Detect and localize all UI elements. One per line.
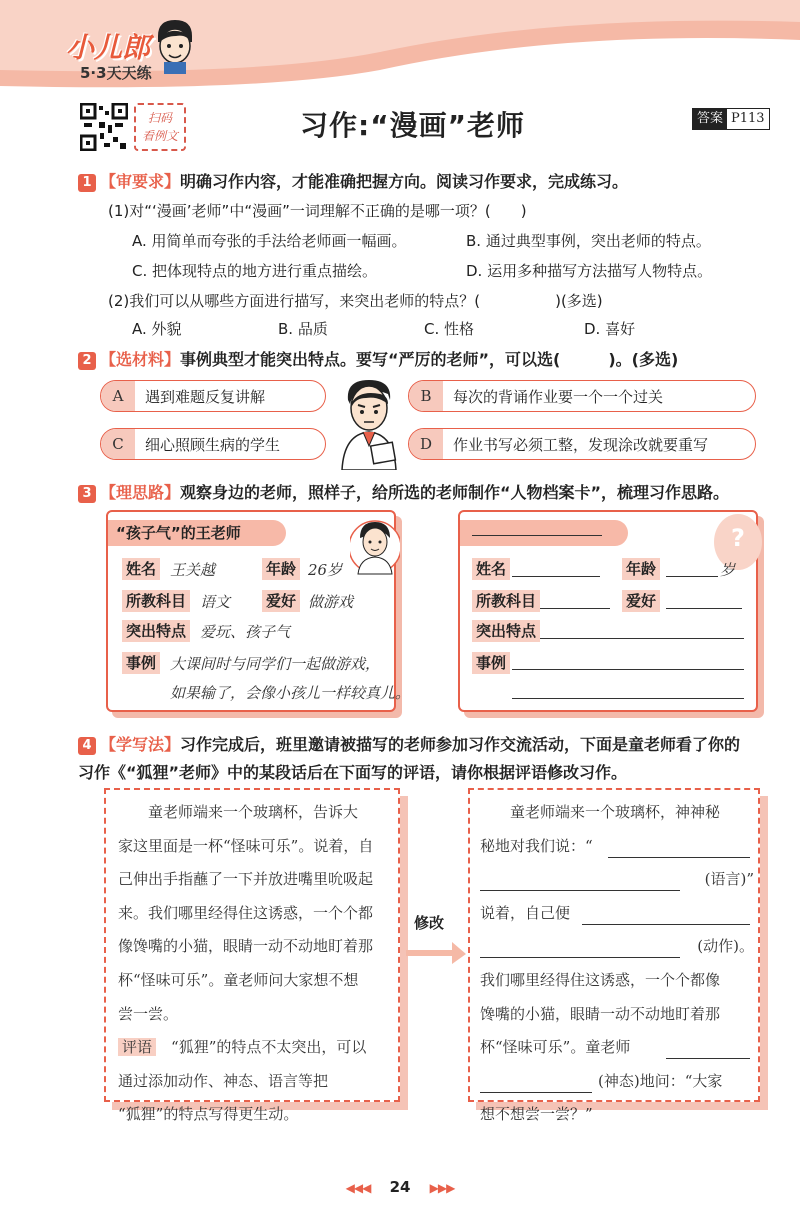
q1-option-a[interactable]: A. 用简单而夸张的手法给老师画一幅画。 [132,232,407,250]
option-d-text: 作业书写必须工整，发现涂改就要重写 [453,435,709,454]
manner-blank[interactable] [666,1057,750,1059]
blank-hobby-line[interactable] [666,607,742,609]
original-paragraph [118,796,373,1132]
question-1: (1)对“‘漫画’老师”中“漫画”一词理解不正确的是哪一项？( ) [108,202,527,220]
blank-example-line-2[interactable] [512,697,744,699]
mascot-icon [152,16,198,74]
option-c-text: 细心照顾生病的学生 [145,435,281,454]
example-card-title: “孩子气”的王老师 [108,520,286,546]
comment-block [118,1031,373,1065]
scan-hint-line2: 看例文 [141,129,178,143]
section1-heading [78,169,628,192]
q2-option-b[interactable]: B. 品质 [278,320,328,338]
revision-line-manner [480,1031,754,1065]
page-title: 习作:“漫画”老师 [300,109,526,142]
label-name: 姓名 [122,558,160,580]
original-line: 杯“怪味可乐”。童老师问大家想不想 [118,970,359,989]
logo-subtitle: 5·3天天练 [80,64,152,82]
blank-label-feature: 突出特点 [472,620,540,642]
logo: 小儿郎 [66,31,151,64]
language-blank[interactable] [608,856,750,858]
revision-text: (神态)地问：“大家 [598,1071,723,1090]
revision-paragraph [480,796,754,1132]
page-footer [0,1178,800,1196]
revision-line-language [480,830,754,864]
section2-number: 2 [78,352,96,370]
label-example: 事例 [122,652,160,674]
prev-arrows-icon: ◀◀◀ [345,1181,371,1195]
label-feature: 突出特点 [122,620,190,642]
next-arrows-icon: ▶▶▶ [429,1181,455,1195]
option-c-pill[interactable] [100,428,326,460]
language-hint: (语言)” [704,870,754,889]
page-number: 24 [389,1178,411,1196]
section2-heading-text: 事例典型才能突出特点。要写“严厉的老师”，可以选( )。(多选) [180,350,679,369]
option-d-pill[interactable] [408,428,756,460]
section4-heading-text-1: 习作完成后，班里邀请被描写的老师参加习作交流活动，下面是童老师看了你的 [180,735,741,754]
blank-label-example: 事例 [472,652,510,674]
action-blank-2[interactable] [480,956,680,958]
value-example-1: 大课间时与同学们一起做游戏， [170,655,381,673]
answer-page: P113 [731,111,765,126]
revision-line: 我们哪里经得住这诱惑，一个个都像 [480,970,721,989]
revision-text: 杯“怪味可乐”。童老师 [480,1038,631,1057]
section3-number: 3 [78,485,96,503]
option-a-text: 遇到难题反复讲解 [145,387,266,406]
comment-line: “狐狸”的特点不太突出，可以 [171,1038,367,1057]
scan-hint [134,103,186,151]
q1-option-b[interactable]: B. 通过典型事例，突出老师的特点。 [466,232,711,250]
value-feature: 爱玩、孩子气 [200,623,291,641]
action-hint: (动作)。 [697,937,754,956]
revision-text: 秘地对我们说：“ [480,836,593,855]
section2-heading [78,347,678,370]
answer-page-ref [692,108,770,130]
section4-number: 4 [78,737,96,755]
blank-feature-line[interactable] [540,637,744,639]
blank-label-name: 姓名 [472,558,510,580]
value-age: 26岁 [308,561,343,579]
q1-option-c[interactable]: C. 把体现特点的地方进行重点描绘。 [132,262,378,280]
value-subject: 语文 [200,593,231,611]
qr-code-icon[interactable] [80,103,128,151]
blank-label-age: 年龄 [622,558,660,580]
option-a-pill[interactable] [100,380,326,412]
option-c-letter: C [101,429,135,459]
value-name: 王关越 [170,561,216,579]
revision-line: 想不想尝一尝？” [480,1105,593,1124]
original-line: 家这里面是一杯“怪味可乐”。说着，自 [118,836,374,855]
manner-blank-2[interactable] [480,1091,592,1093]
teacher-portrait-icon [350,512,400,582]
value-hobby: 做游戏 [308,593,354,611]
label-age: 年龄 [262,558,300,580]
section1-heading-text: 明确习作内容，才能准确把握方向。阅读习作要求，完成练习。 [180,172,629,191]
original-line: 像馋嘴的小猫，眼睛一动不动地盯着那 [118,937,374,956]
blank-age-line[interactable] [666,575,718,577]
section4-tag: 【学写法】 [100,735,181,754]
comment-line: “狐狸”的特点写得更生动。 [118,1105,299,1124]
section3-heading-text: 观察身边的老师，照样子，给所选的老师制作“人物档案卡”，梳理习作思路。 [180,483,730,502]
value-example-2: 如果输了，会像小孩儿一样较真儿。 [170,684,411,702]
option-b-text: 每次的背诵作业要一个一个过关 [453,387,664,406]
question-2: (2)我们可以从哪些方面进行描写，来突出老师的特点？( )(多选) [108,292,603,310]
question-mark: ? [731,524,745,552]
blank-label-hobby: 爱好 [622,590,660,612]
scan-hint-line1: 扫码 [147,111,172,125]
teacher-illustration-icon [334,374,404,470]
q2-option-d[interactable]: D. 喜好 [584,320,636,338]
section1-tag: 【审要求】 [100,172,181,191]
original-line: 童老师端来一个玻璃杯，告诉大 [118,803,359,821]
comment-line: 通过添加动作、神态、语言等把 [118,1071,329,1090]
revision-line-action [480,897,754,931]
option-b-letter: B [409,381,443,411]
section2-tag: 【选材料】 [100,350,181,369]
revision-line-language-2 [480,863,754,897]
original-line: 己伸出手指蘸了一下并放进嘴里吮吸起 [118,870,374,889]
q2-option-c[interactable]: C. 性格 [424,320,475,338]
option-b-pill[interactable] [408,380,756,412]
revision-line: 馋嘴的小猫，眼睛一动不动地盯着那 [480,1004,721,1023]
label-subject: 所教科目 [122,590,190,612]
q1-option-d[interactable]: D. 运用多种描写方法描写人物特点。 [466,262,713,280]
blank-card-title [460,520,628,546]
section4-heading [78,732,740,755]
original-line: 来。我们哪里经得住这诱惑，一个个都 [118,903,374,922]
blank-label-subject: 所教科目 [472,590,540,612]
section3-heading [78,480,729,503]
blank-name-line[interactable] [512,575,600,577]
revision-line: 童老师端来一个玻璃杯，神神秘 [480,803,721,821]
label-hobby: 爱好 [262,590,300,612]
option-a-letter: A [101,381,135,411]
option-d-letter: D [409,429,443,459]
section3-tag: 【理思路】 [100,483,181,502]
revise-label: 修改 [414,914,445,932]
section4-heading-text-2: 习作《“狐狸”老师》中的某段话后在下面写的评语，请你根据评语修改习作。 [78,763,628,782]
revision-text: 说着，自己便 [480,903,571,922]
action-blank[interactable] [582,923,750,925]
revision-line-action-2 [480,930,754,964]
original-line: 尝一尝。 [118,1004,179,1023]
blank-example-line-1[interactable] [512,668,744,670]
language-blank-2[interactable] [480,889,680,891]
q2-option-a[interactable]: A. 外貌 [132,320,182,338]
revision-line-manner-2 [480,1065,754,1099]
blank-title-line[interactable] [472,534,602,536]
blank-age-unit: 岁 [720,561,736,579]
answer-label: 答案 [693,109,727,129]
blank-subject-line[interactable] [540,607,610,609]
comment-label: 评语 [118,1038,156,1056]
section1-number: 1 [78,174,96,192]
